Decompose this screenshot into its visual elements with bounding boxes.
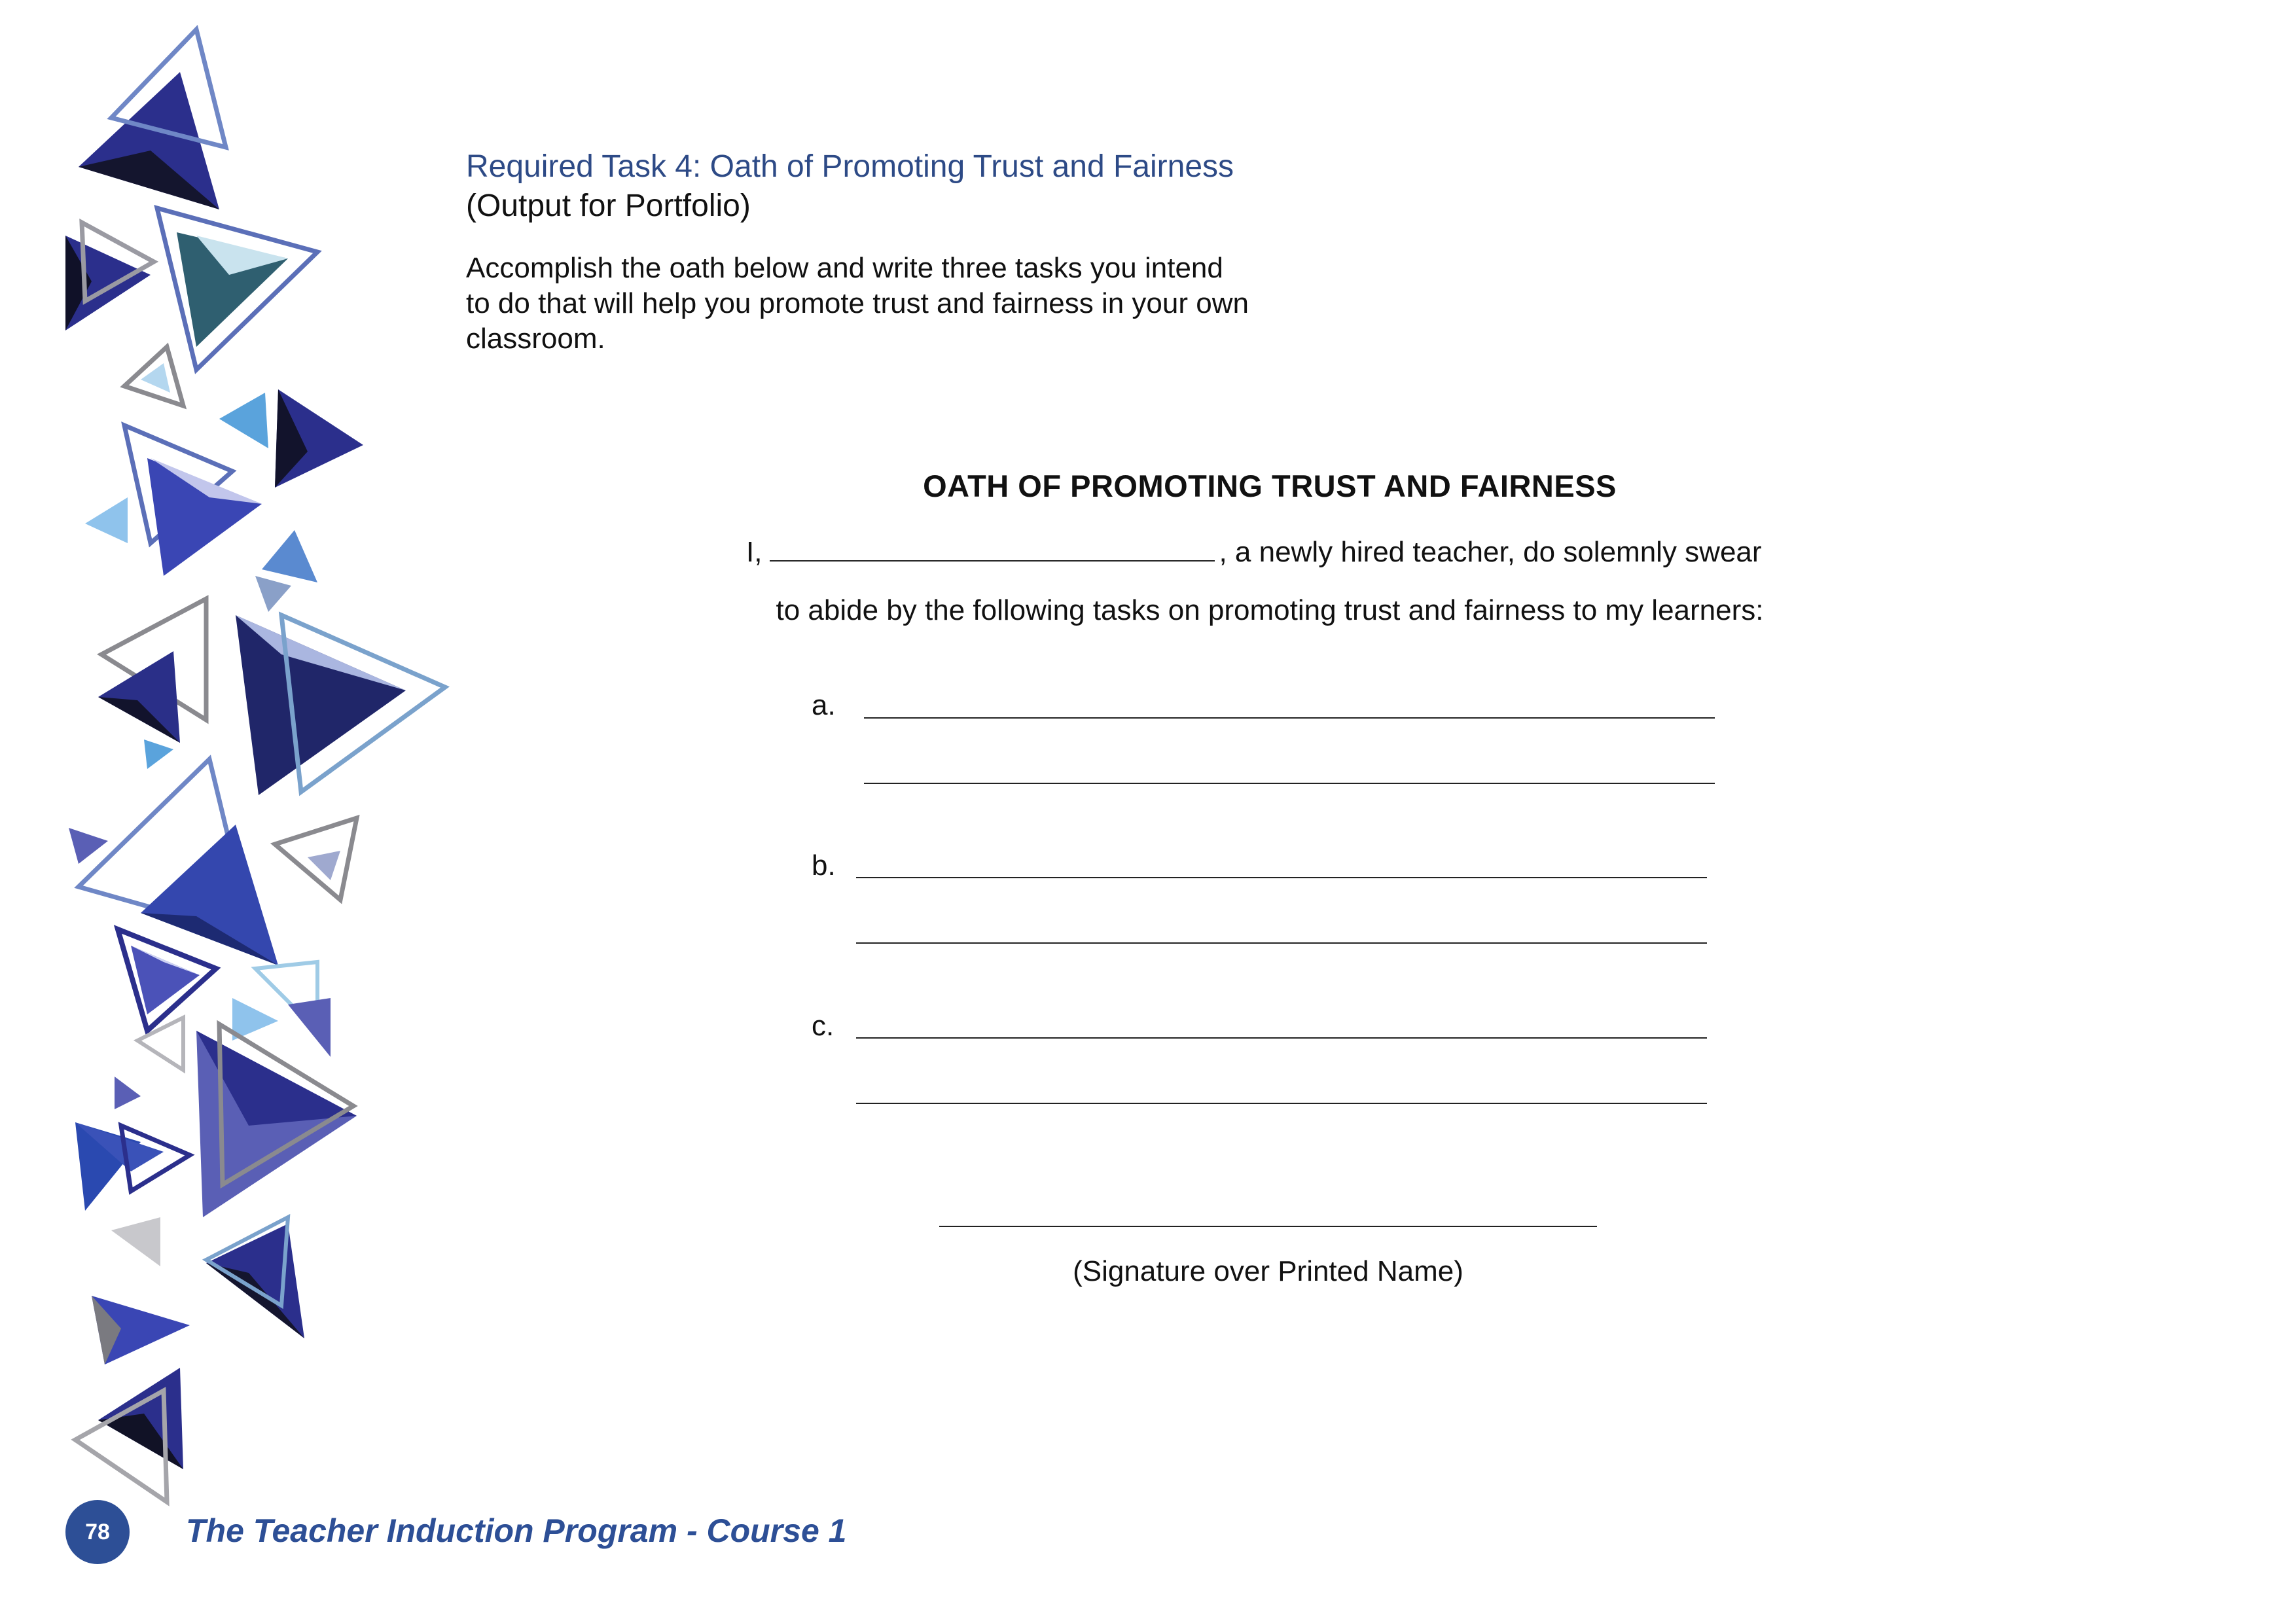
item-c-blank-1[interactable] <box>856 1037 1707 1039</box>
item-b-blank-1[interactable] <box>856 877 1707 878</box>
task-instructions: Accomplish the oath below and write three tasks you intend to do that will help you promote trust and fairness in your own classroom. <box>466 252 1249 355</box>
item-a-blank-1[interactable] <box>864 717 1715 719</box>
task-title: Required Task 4: Oath of Promoting Trust and Fairness <box>466 149 1234 184</box>
oath-line-2: to abide by the following tasks on promoting trust and fairness to my learners: <box>776 594 1764 626</box>
signature-caption: (Signature over Printed Name) <box>1073 1255 1463 1287</box>
oath-line-1 <box>746 531 1762 569</box>
item-a-blank-2[interactable] <box>864 783 1715 784</box>
oath-line1-prefix: I, <box>746 536 762 568</box>
task-section <box>466 147 1317 357</box>
signature-line[interactable] <box>939 1226 1597 1227</box>
footer-title: The Teacher Induction Program - Course 1 <box>186 1512 847 1549</box>
item-label-a: a. <box>812 689 836 721</box>
oath-title: OATH OF PROMOTING TRUST AND FAIRNESS <box>923 469 1617 503</box>
item-label-b: b. <box>812 849 836 882</box>
page-number-badge: 78 <box>65 1500 130 1564</box>
item-b-blank-2[interactable] <box>856 942 1707 944</box>
name-blank-field[interactable] <box>770 531 1215 562</box>
triangle-decoration <box>0 0 471 1623</box>
oath-line1-suffix: , a newly hired teacher, do solemnly swear <box>1219 536 1762 568</box>
task-subtitle: (Output for Portfolio) <box>466 188 751 223</box>
item-c-blank-2[interactable] <box>856 1103 1707 1104</box>
item-label-c: c. <box>812 1010 834 1042</box>
